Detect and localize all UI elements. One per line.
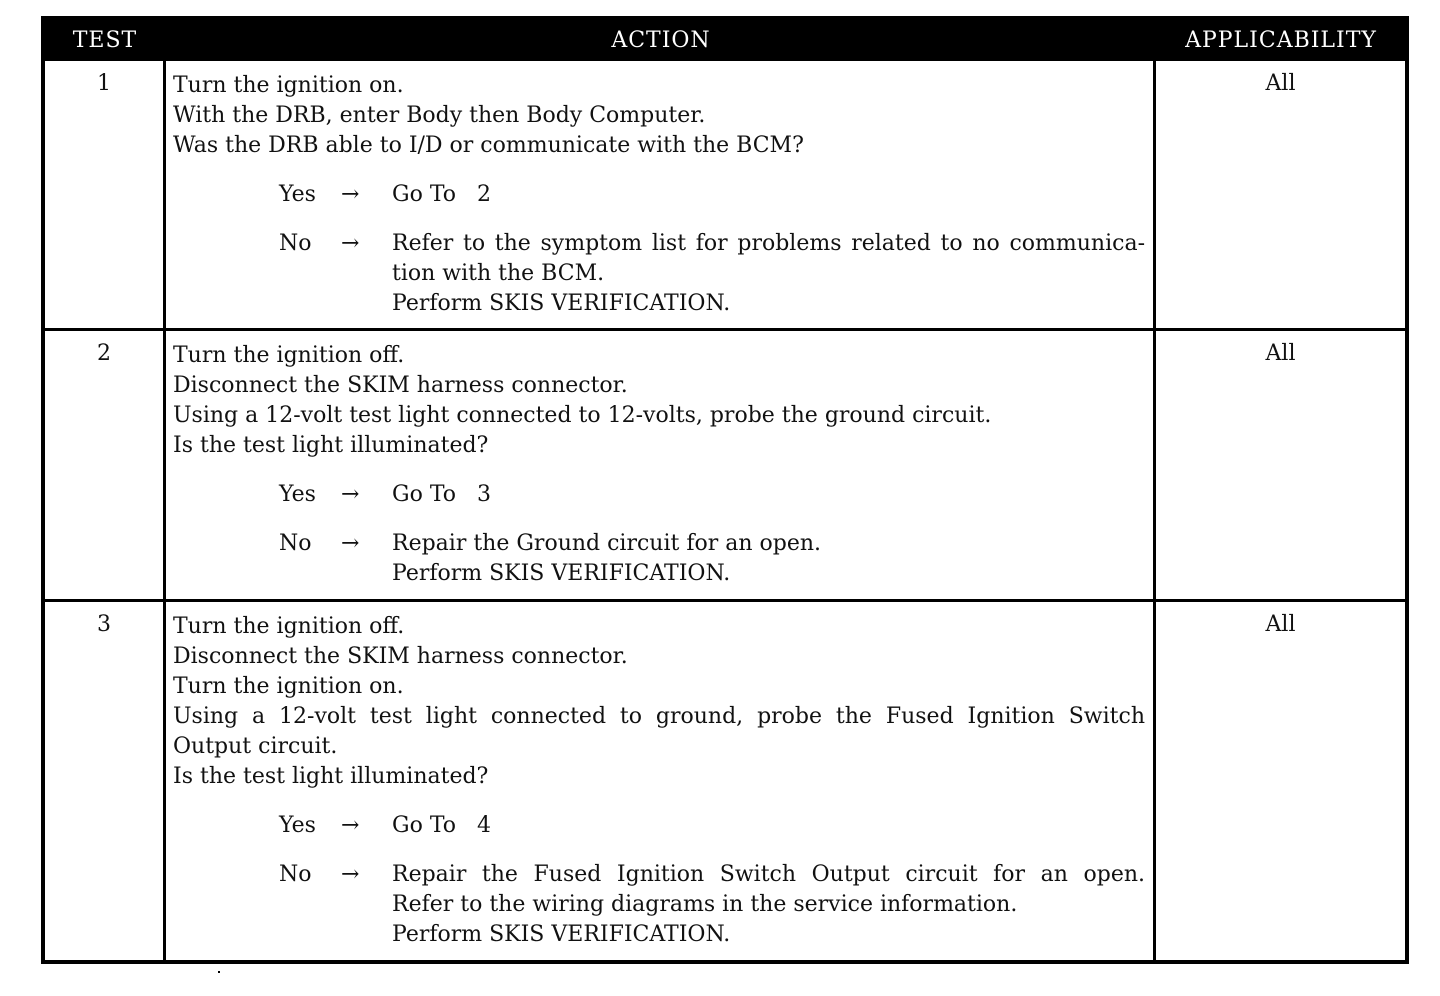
action-step: Turn the ignition off.	[173, 614, 405, 639]
yes-label: Yes	[279, 813, 316, 838]
yes-label: Yes	[279, 482, 316, 507]
yes-label: Yes	[279, 182, 316, 207]
action-step: Is the test light illuminated?	[173, 764, 489, 789]
no-text: Refer to the symptom list for problems related to no communica-	[392, 231, 1145, 256]
table-row	[45, 61, 1405, 331]
no-branch	[173, 860, 1145, 950]
arrow-icon: →	[341, 862, 360, 887]
table-header	[45, 20, 1405, 61]
yes-text: Go To 4	[392, 813, 491, 838]
test-number: 2	[97, 341, 111, 366]
applicability-value: All	[1265, 612, 1296, 637]
header-action: ACTION	[611, 28, 711, 53]
no-text: Perform SKIS VERIFICATION.	[392, 922, 731, 947]
action-step: Turn the ignition on.	[173, 73, 404, 98]
yes-branch	[173, 180, 1145, 210]
action-step: Output circuit.	[173, 734, 338, 759]
applicability-value: All	[1265, 71, 1296, 96]
no-text: Repair the Ground circuit for an open.	[392, 531, 822, 556]
arrow-icon: →	[341, 182, 360, 207]
column-divider	[163, 61, 166, 960]
action-cell	[173, 612, 1145, 950]
no-branch	[173, 529, 1145, 589]
yes-branch	[173, 480, 1145, 510]
table-row	[45, 602, 1405, 964]
action-step: Is the test light illuminated?	[173, 433, 489, 458]
no-text: Perform SKIS VERIFICATION.	[392, 291, 731, 316]
no-label: No	[279, 231, 312, 256]
no-text: tion with the BCM.	[392, 261, 605, 286]
no-text: Repair the Fused Ignition Switch Output circuit for an open.	[392, 862, 1145, 887]
action-step: Disconnect the SKIM harness connector.	[173, 644, 628, 669]
action-step: With the DRB, enter Body then Body Computer.	[173, 103, 706, 128]
test-number: 1	[97, 71, 111, 96]
scan-speck	[218, 971, 220, 973]
no-text: Perform SKIS VERIFICATION.	[392, 561, 731, 586]
action-step: Turn the ignition on.	[173, 674, 404, 699]
action-step: Turn the ignition off.	[173, 343, 405, 368]
yes-text: Go To 3	[392, 482, 491, 507]
action-step: Using a 12-volt test light connected to ground, probe the Fused Ignition Switch	[173, 704, 1145, 729]
action-cell	[173, 71, 1145, 319]
action-step: Was the DRB able to I/D or communicate with the BCM?	[173, 133, 804, 158]
arrow-icon: →	[341, 231, 360, 256]
action-step: Disconnect the SKIM harness connector.	[173, 373, 628, 398]
yes-text: Go To 2	[392, 182, 491, 207]
no-text: Refer to the wiring diagrams in the service information.	[392, 892, 1018, 917]
arrow-icon: →	[341, 813, 360, 838]
arrow-icon: →	[341, 482, 360, 507]
action-cell	[173, 341, 1145, 589]
table-row	[45, 331, 1405, 602]
test-number: 3	[97, 612, 111, 637]
yes-branch	[173, 811, 1145, 841]
header-test: TEST	[72, 28, 138, 53]
header-applicability: APPLICABILITY	[1185, 28, 1377, 53]
arrow-icon: →	[341, 531, 360, 556]
action-step: Using a 12-volt test light connected to 12-volts, probe the ground circuit.	[173, 403, 992, 428]
no-branch	[173, 229, 1145, 319]
applicability-value: All	[1265, 341, 1296, 366]
column-divider	[1153, 61, 1156, 960]
no-label: No	[279, 862, 312, 887]
no-label: No	[279, 531, 312, 556]
diagnostic-table	[41, 16, 1409, 964]
